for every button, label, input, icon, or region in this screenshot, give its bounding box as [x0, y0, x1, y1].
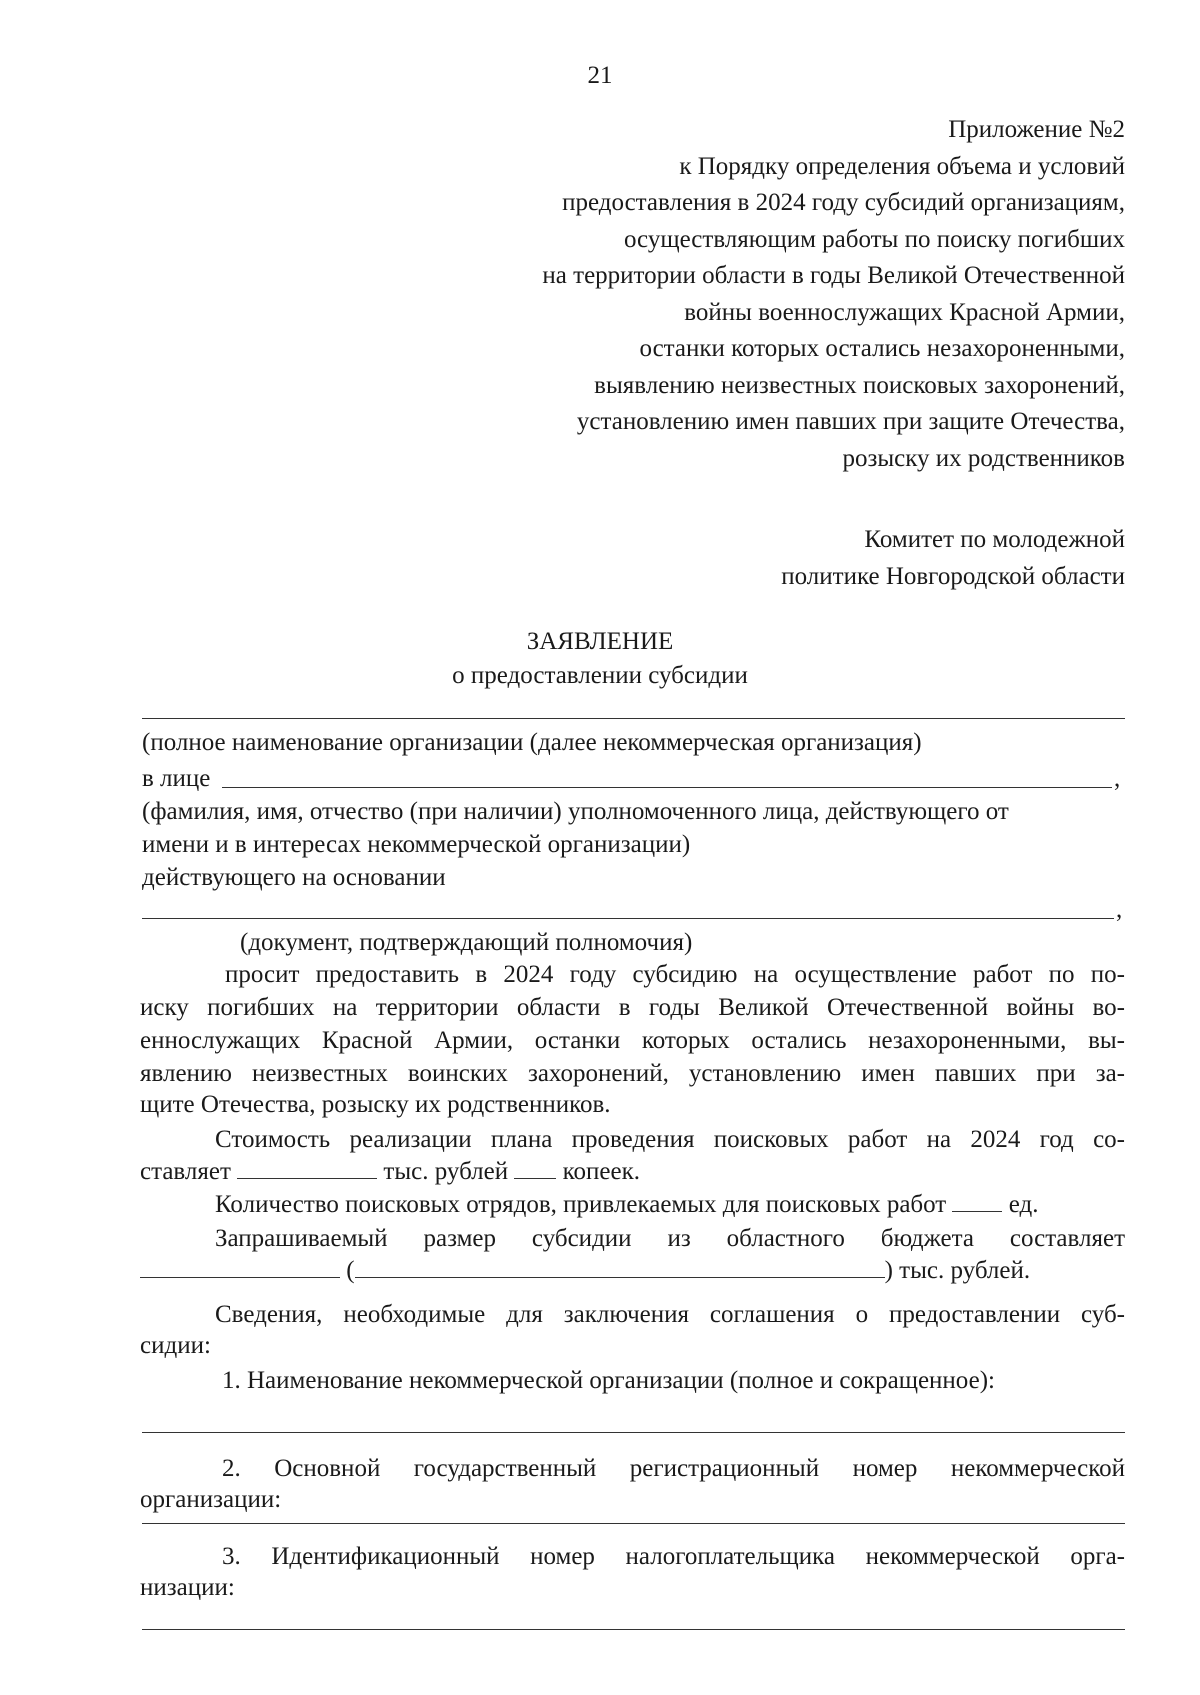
item-1-field[interactable] — [142, 1432, 1125, 1433]
document-caption: (документ, подтверждающий полномочия) — [240, 929, 693, 956]
org-name-field[interactable] — [142, 718, 1125, 719]
item-2-label: 2. Основной государственный регистрационный номер некоммерческой — [222, 1455, 1125, 1482]
page-number: 21 — [587, 62, 613, 89]
subsidy-text: Запрашиваемый размер субсидии из областного бюджета составляет — [215, 1225, 1125, 1252]
cost-text: копеек. — [562, 1158, 640, 1185]
org-name-caption: (полное наименование организации (далее некоммерческая организация) — [142, 729, 922, 756]
basis-document-field[interactable] — [142, 918, 1114, 919]
request-paragraph-line — [225, 958, 1125, 991]
cost-line-2 — [140, 1156, 640, 1187]
person-caption: имени и в интересах некоммерческой организации) — [142, 831, 691, 858]
appendix-header — [542, 112, 1125, 477]
request-text: просит предоставить в 2024 году субсидию на осуществление работ по по- — [225, 961, 1125, 988]
appendix-line: выявлению неизвестных поисковых захоронений, — [594, 371, 1125, 399]
cost-text: Стоимость реализации плана проведения поисковых работ на 2024 год со- — [215, 1126, 1125, 1153]
item-2-line — [222, 1452, 1125, 1485]
item-1-label: 1. Наименование некоммерческой организации (полное и сокращенное): — [222, 1367, 995, 1394]
squads-count-field[interactable] — [952, 1189, 1002, 1212]
request-text: щите Отечества, розыску их родственников. — [140, 1091, 611, 1118]
document-title: ЗАЯВЛЕНИЕ — [526, 628, 674, 655]
recipient-line: Комитет по молодежной — [864, 526, 1125, 553]
info-text: Сведения, необходимые для заключения соглашения о предоставлении суб- — [215, 1301, 1125, 1328]
document-subtitle: о предоставлении субсидии — [452, 662, 748, 689]
info-text: сидии: — [140, 1332, 211, 1359]
subsidy-words-field[interactable] — [355, 1255, 885, 1278]
person-name-field[interactable] — [222, 787, 1112, 788]
request-text: явлению неизвестных воинских захоронений, установлению имен павших при за- — [140, 1060, 1125, 1087]
request-text: еннослужащих Красной Армии, останки которых остались незахороненными, вы- — [140, 1027, 1125, 1054]
item-3-line — [222, 1540, 1125, 1573]
appendix-line: предоставления в 2024 году субсидий организациям, — [562, 189, 1125, 216]
cost-text: тыс. рублей — [383, 1158, 509, 1185]
cost-kopecks-field[interactable] — [514, 1156, 556, 1179]
item-3-label: низации: — [140, 1574, 235, 1601]
recipient-line: политике Новгородской области — [781, 562, 1125, 590]
subsidy-text: ) тыс. рублей. — [884, 1257, 1031, 1284]
cost-line — [215, 1123, 1125, 1156]
paren: ( — [346, 1257, 355, 1284]
appendix-line: осуществляющим работы по поиску погибших — [623, 225, 1125, 253]
subsidy-amount-field[interactable] — [140, 1255, 340, 1278]
squads-text: Количество поисковых отрядов, привлекаемых для поисковых работ — [215, 1191, 947, 1218]
subsidy-line — [215, 1222, 1125, 1255]
item-2-field[interactable] — [142, 1523, 1125, 1524]
request-paragraph-line — [140, 1057, 1125, 1090]
in-person-label: в лице — [142, 765, 211, 792]
item-3-field[interactable] — [142, 1629, 1125, 1630]
recipient-block — [781, 522, 1125, 595]
info-line — [215, 1298, 1125, 1331]
request-paragraph-line — [140, 1024, 1125, 1057]
comma: , — [1114, 765, 1121, 792]
comma: , — [1116, 896, 1123, 923]
cost-text: ставляет — [140, 1158, 231, 1185]
appendix-line: Приложение №2 — [948, 116, 1125, 143]
request-paragraph-line — [140, 991, 1125, 1024]
squads-line — [215, 1189, 1038, 1220]
request-text: иску погибших на территории области в годы Великой Отечественной войны во- — [140, 994, 1125, 1021]
item-2-label: организации: — [140, 1486, 282, 1513]
appendix-line: войны военнослужащих Красной Армии, — [684, 298, 1125, 326]
acting-basis-label: действующего на основании — [142, 864, 446, 891]
squads-text: ед. — [1008, 1191, 1039, 1218]
person-caption: (фамилия, имя, отчество (при наличии) уполномоченного лица, действующего от — [142, 798, 1009, 825]
appendix-line: установлению имен павших при защите Отечества, — [576, 408, 1125, 435]
subsidy-line-2 — [140, 1255, 1030, 1286]
appendix-line: розыску их родственников — [842, 444, 1125, 472]
appendix-line: на территории области в годы Великой Отечественной — [542, 262, 1125, 289]
cost-rubles-field[interactable] — [237, 1156, 377, 1179]
item-3-label: 3. Идентификационный номер налогоплательщика некоммерческой орга- — [222, 1543, 1125, 1570]
appendix-line: останки которых остались незахороненными, — [639, 335, 1125, 362]
appendix-line: к Порядку определения объема и условий — [679, 152, 1125, 180]
